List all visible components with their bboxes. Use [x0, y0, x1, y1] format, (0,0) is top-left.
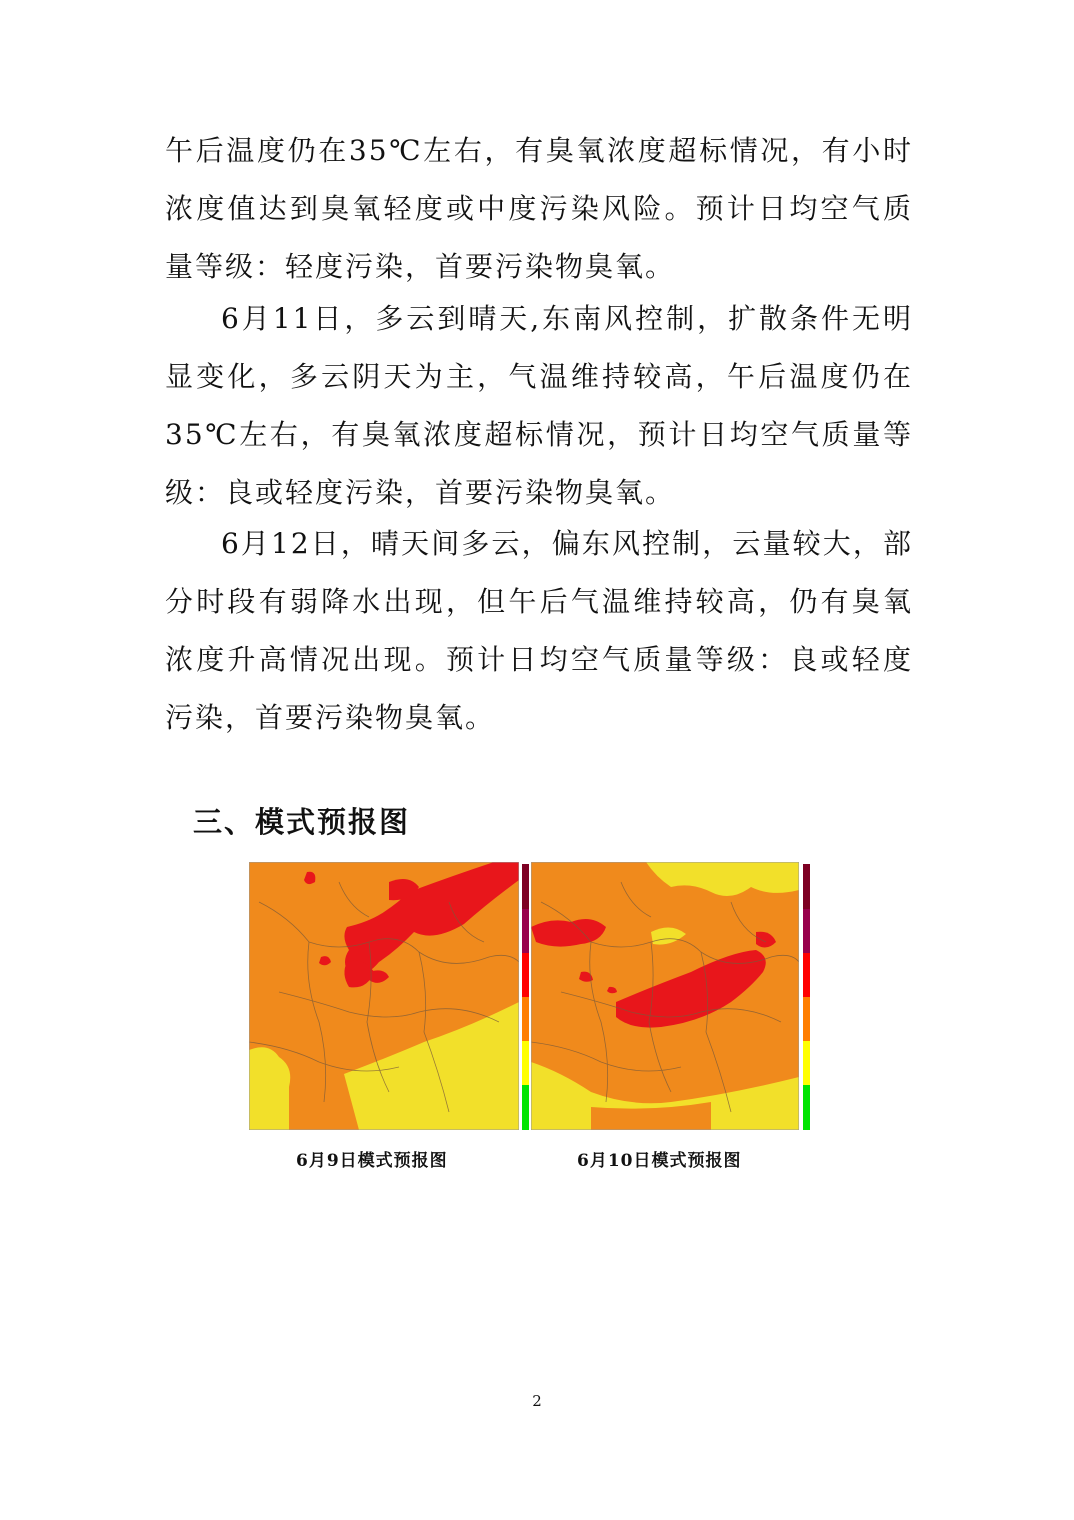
figure-caption-june10: 6月10日模式预报图	[577, 1151, 742, 1171]
paragraph-2: 6月11日，多云到晴天,东南风控制，扩散条件无明显变化，多云阴天为主，气温维持较高，午后温度仍在35℃左右，有臭氧浓度超标情况，预计日均空气质量等级：良或轻度污染，首要污染物臭氧。	[165, 302, 913, 509]
paragraph-3: 6月12日，晴天间多云，偏东风控制，云量较大，部分时段有弱降水出现，但午后气温维持较高，仍有臭氧浓度升高情况出现。预计日均空气质量等级：良或轻度污染，首要污染物臭氧。	[165, 527, 913, 734]
section-heading: 三、模式预报图	[193, 805, 411, 839]
page-number: 2	[532, 1392, 542, 1410]
color-legend-june9	[522, 864, 529, 1130]
forecast-map-june9	[249, 862, 519, 1130]
color-legend-june10	[803, 864, 810, 1130]
paragraph-1: 午后温度仍在35℃左右，有臭氧浓度超标情况，有小时浓度值达到臭氧轻度或中度污染风险。预计日均空气质量等级：轻度污染，首要污染物臭氧。	[165, 134, 913, 283]
figure-caption-june9: 6月9日模式预报图	[296, 1151, 448, 1171]
forecast-map-june10	[531, 862, 799, 1130]
